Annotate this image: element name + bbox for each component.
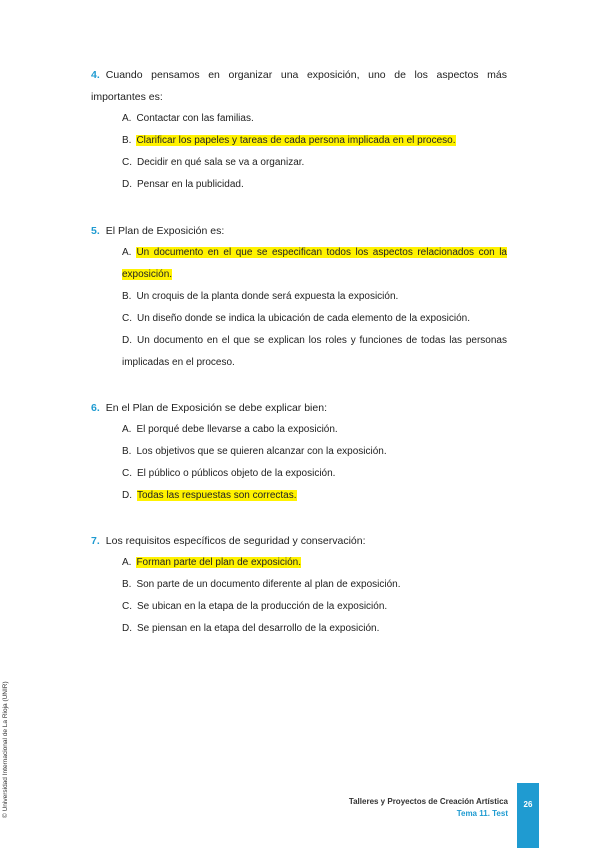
question-stem (91, 220, 507, 242)
answer-options (91, 108, 507, 196)
answer-option-a (122, 108, 507, 130)
option-text-highlighted: Todas las respuestas son correctas. (137, 490, 297, 501)
question-5 (91, 220, 507, 374)
answer-option-d (122, 618, 507, 640)
question-text: En el Plan de Exposición se debe explicar bien: (105, 402, 327, 414)
option-letter: C. (122, 157, 132, 168)
answer-option-c (122, 308, 507, 330)
answer-option-d (122, 330, 507, 374)
option-text-highlighted: Forman parte del plan de exposición. (136, 557, 301, 568)
option-text: Un diseño donde se indica la ubicación de cada elemento de la exposición. (137, 313, 471, 324)
answer-option-b (122, 130, 507, 152)
option-letter: D. (122, 335, 132, 346)
footer-course-title: Talleres y Proyectos de Creación Artística (348, 797, 508, 806)
option-text: El porqué debe llevarse a cabo la exposición. (136, 424, 338, 435)
question-number: 7. (91, 535, 100, 547)
option-letter: D. (122, 490, 132, 501)
option-text: Contactar con las familias. (136, 113, 254, 124)
option-letter: A. (122, 247, 132, 258)
option-letter: A. (122, 113, 132, 124)
answer-option-c (122, 596, 507, 618)
answer-option-a (122, 552, 507, 574)
option-letter: C. (122, 601, 132, 612)
option-text: El público o públicos objeto de la exposición. (137, 468, 336, 479)
question-text: El Plan de Exposición es: (105, 225, 225, 237)
option-text-highlighted: Un documento en el que se especifican todos los aspectos relacionados con la exposición. (122, 247, 507, 280)
question-number: 5. (91, 225, 100, 237)
answer-option-b (122, 286, 507, 308)
question-stem (91, 64, 507, 108)
option-letter: A. (122, 424, 132, 435)
answer-option-a (122, 419, 507, 441)
option-letter: B. (122, 579, 132, 590)
option-text: Decidir en qué sala se va a organizar. (137, 157, 305, 168)
question-text: Los requisitos específicos de seguridad y conservación: (105, 535, 366, 547)
answer-option-c (122, 152, 507, 174)
option-text: Se piensan en la etapa del desarrollo de la exposición. (137, 623, 380, 634)
option-text: Los objetivos que se quieren alcanzar con la exposición. (136, 446, 387, 457)
answer-option-d (122, 174, 507, 196)
page-number-tab (517, 783, 539, 848)
option-text: Se ubican en la etapa de la producción de la exposición. (137, 601, 388, 612)
answer-option-b (122, 441, 507, 463)
answer-options (91, 419, 507, 507)
option-letter: B. (122, 291, 132, 302)
answer-options (91, 242, 507, 374)
question-number: 6. (91, 402, 100, 414)
option-text: Pensar en la publicidad. (137, 179, 244, 190)
question-stem (91, 530, 507, 552)
answer-option-b (122, 574, 507, 596)
question-stem (91, 397, 507, 419)
question-6 (91, 397, 507, 507)
option-text: Son parte de un documento diferente al plan de exposición. (136, 579, 401, 590)
answer-option-a (122, 242, 507, 286)
question-number: 4. (91, 69, 100, 81)
option-letter: A. (122, 557, 132, 568)
option-letter: C. (122, 313, 132, 324)
copyright-notice: © Universidad Internacional de La Rioja (UNIR) (2, 681, 9, 818)
option-letter: D. (122, 623, 132, 634)
question-7 (91, 530, 507, 640)
answer-option-c (122, 463, 507, 485)
question-text: Cuando pensamos en organizar una exposición, uno de los aspectos más importantes es: (91, 69, 507, 103)
option-letter: B. (122, 135, 132, 146)
option-letter: C. (122, 468, 132, 479)
option-text: Un documento en el que se explican los roles y funciones de todas las personas implicadas en el proceso. (122, 335, 507, 368)
page-footer (349, 796, 508, 820)
option-letter: B. (122, 446, 132, 457)
question-4 (91, 64, 507, 196)
answer-option-d (122, 485, 507, 507)
option-letter: D. (122, 179, 132, 190)
footer-topic: Tema 11. Test (456, 809, 508, 818)
option-text-highlighted: Clarificar los papeles y tareas de cada persona implicada en el proceso. (136, 135, 456, 146)
answer-options (91, 552, 507, 640)
page-number: 26 (523, 800, 533, 809)
option-text: Un croquis de la planta donde será expuesta la exposición. (136, 291, 399, 302)
